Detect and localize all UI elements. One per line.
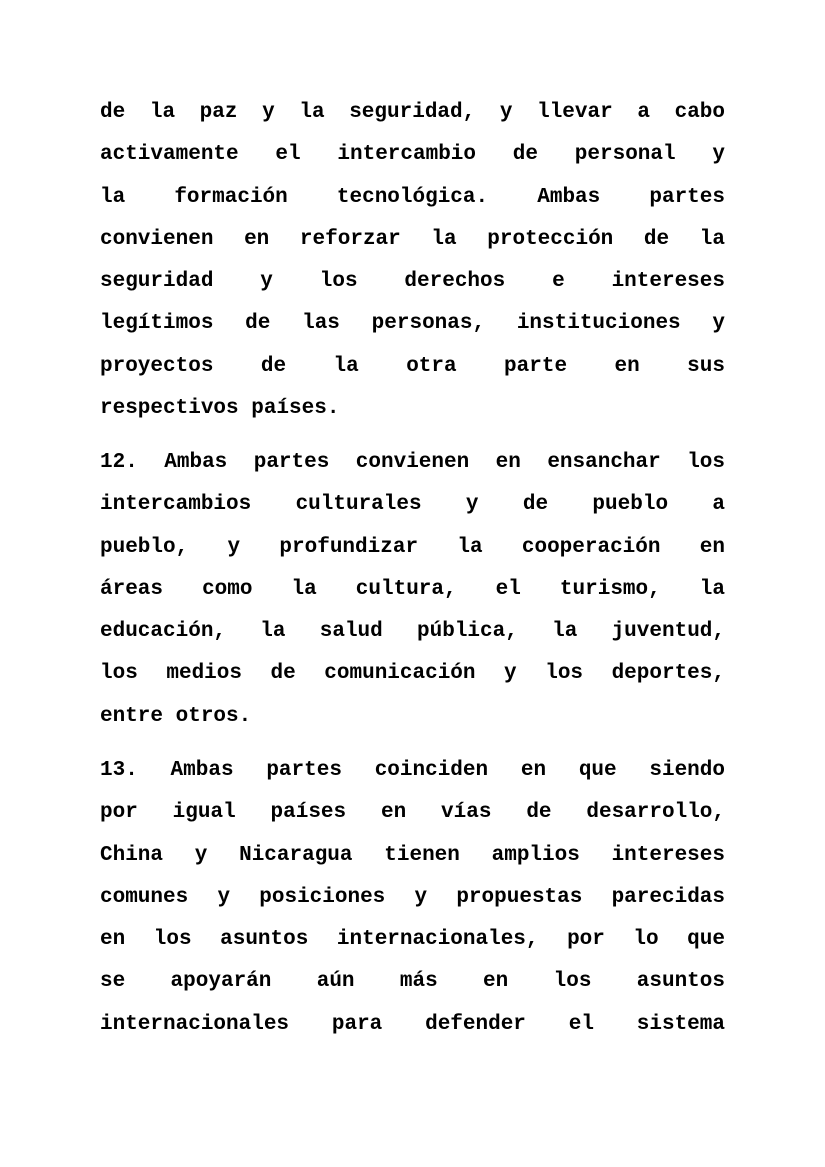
text-line: entre otros. [100,704,252,728]
paragraph-13 [100,750,725,1046]
text-line: la formación tecnológica. Ambas partes [100,185,725,209]
text-line: 12. Ambas partes convienen en ensanchar los [100,451,725,474]
text-line: los medios de comunicación y los deportes, [100,662,725,686]
text-line: China y Nicaragua tienen amplios intereses [100,843,725,867]
text-line: intercambios culturales y de pueblo a [100,493,725,517]
text-line: 13. Ambas partes coinciden en que siendo [100,759,725,782]
paragraph-12 [100,442,725,738]
text-line: por igual países en vías de desarrollo, [100,801,725,825]
text-line: se apoyarán aún más en los asuntos [100,970,725,994]
paragraph-continuation [100,92,725,430]
text-line: seguridad y los derechos e intereses [100,270,725,294]
text-line: proyectos de la otra parte en sus [100,354,725,378]
text-line: pueblo, y profundizar la cooperación en [100,535,725,559]
text-line: educación, la salud pública, la juventud, [100,620,725,644]
text-line: en los asuntos internacionales, por lo que [100,928,725,952]
text-line: comunes y posiciones y propuestas parecidas [100,885,725,909]
text-line: respectivos países. [100,397,340,421]
text-line: convienen en reforzar la protección de la [100,227,725,251]
text-line: de la paz y la seguridad, y llevar a cabo [100,101,725,124]
text-line: activamente el intercambio de personal y [100,143,725,167]
text-line: internacionales para defender el sistema [100,1012,725,1036]
text-line: áreas como la cultura, el turismo, la [100,577,725,601]
text-line: legítimos de las personas, instituciones y [100,312,725,336]
